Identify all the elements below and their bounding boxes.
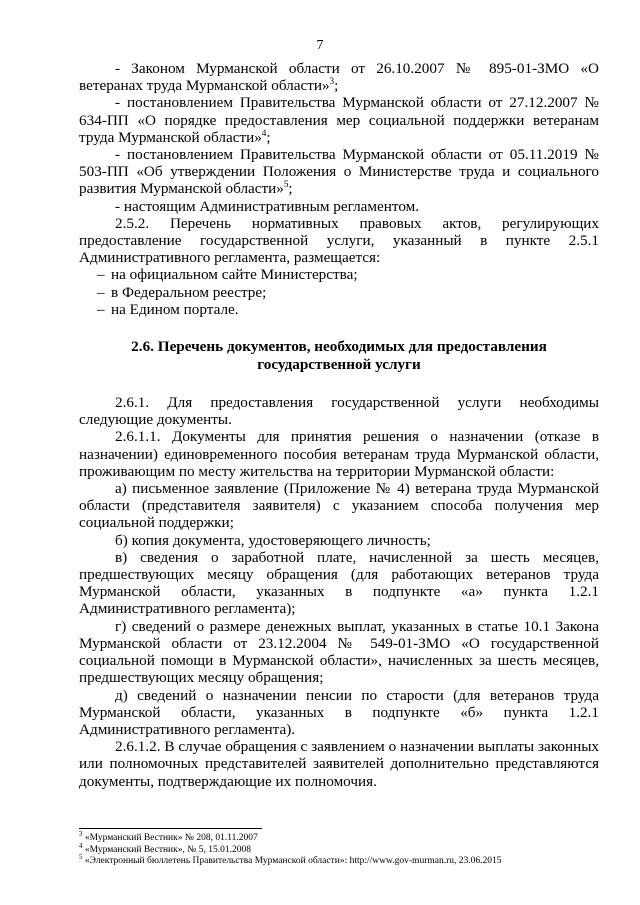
- section-heading-line: государственной услуги: [257, 356, 421, 374]
- paragraph-reglament: - настоящим Административным регламентом.: [115, 197, 420, 215]
- paragraph-tail: ;: [266, 128, 271, 146]
- paragraph-text: - постановлением Правительства Мурманской области от 27.12.2007 № 634-ПП «О порядке предоставления мер социальной поддержки ветеранам труда Мурманской области»: [79, 94, 599, 146]
- paragraph-decree-503: [79, 146, 599, 198]
- paragraph-item-v: в) сведения о заработной плате, начисленной за шесть месяцев, предшествующих месяцу обращения (для работающих ветеранов труда Мурманской области, указанных в подпункте «а» пункта 1.2.1 Административного регламента);: [79, 548, 599, 618]
- footnote-ref: 4: [261, 127, 267, 138]
- footnote-ref: 5: [283, 179, 289, 190]
- paragraph-text: - Законом Мурманской области от 26.10.2007 № 895-01-ЗМО «О ветеранах труда Мурманской области»: [79, 60, 599, 95]
- paragraph-item-a: а) письменное заявление (Приложение № 4) ветерана труда Мурманской области (представителя заявителя) с указанием способа получения мер социальной поддержки;: [79, 480, 599, 532]
- paragraph-item-g: г) сведений о размере денежных выплат, указанных в статье 10.1 Закона Мурманской области от 23.12.2004 № 549-01-ЗМО «О государственной социальной помощи в Мурманской области», начисленных за шесть месяцев, предшествующих месяцу обращения;: [79, 617, 599, 687]
- page-number: 7: [316, 38, 324, 53]
- document-body: [79, 60, 599, 790]
- footnote-number: 5: [79, 852, 83, 861]
- list-item: [79, 284, 599, 301]
- paragraph-2-5-2: 2.5.2. Перечень нормативных правовых актов, регулирующих предоставление государственной услуги, указанный в пункте 2.5.1 Административного регламента, размещается:: [79, 214, 599, 267]
- dash-marker: –: [97, 266, 105, 284]
- dash-marker: –: [97, 283, 105, 301]
- list-item-text: на Едином портале.: [111, 300, 239, 318]
- footnote: [79, 829, 619, 845]
- footnote: [79, 841, 619, 857]
- footnote: [79, 852, 619, 868]
- footnote-text: «Мурманский Вестник», № 5, 15.01.2008: [82, 844, 251, 855]
- paragraph-text: - постановлением Правительства Мурманской области от 05.11.2019 № 503-ПП «Об утверждении Положения о Министерстве труда и социального развития Мурманской области»: [79, 146, 599, 198]
- section-heading: [79, 338, 599, 374]
- footnotes: [79, 829, 619, 868]
- paragraph-decree-634: [79, 94, 599, 146]
- footnote-number: 4: [79, 841, 83, 850]
- footnote-ref: 3: [329, 76, 335, 87]
- paragraph-2-6-1: 2.6.1. Для предоставления государственной услуги необходимы следующие документы.: [79, 394, 599, 429]
- footnote-text: «Мурманский Вестник» № 208, 01.11.2007: [82, 833, 258, 843]
- list-item: [79, 301, 599, 318]
- paragraph-item-d: д) сведений о назначении пенсии по старости (для ветеранов труда Мурманской области, указанных в подпункте «б» пункта 1.2.1 Административного регламента).: [79, 686, 599, 738]
- paragraph-tail: ;: [334, 77, 339, 95]
- paragraph-2-6-1-1: 2.6.1.1. Документы для принятия решения о назначении (отказе в назначении) единовременного пособия ветеранам труда Мурманской области, проживающим по месту жительства на территории Мурманской области:: [79, 428, 599, 480]
- list-item: [79, 266, 599, 283]
- paragraph-law-895: [79, 60, 599, 94]
- list-item-text: на официальном сайте Министерства;: [111, 266, 358, 284]
- section-heading-line: 2.6. Перечень документов, необходимых для предоставления: [131, 338, 547, 356]
- footnote-separator: [79, 828, 262, 829]
- footnote-number: 3: [79, 829, 83, 838]
- paragraph-tail: ;: [288, 180, 293, 198]
- footnote-text: «Электронный бюллетень Правительства Мурманской области»: http://www.gov-murman.ru, 23.06.2015: [82, 856, 502, 866]
- dash-marker: –: [97, 300, 105, 318]
- paragraph-2-6-1-2: 2.6.1.2. В случае обращения с заявлением о назначении выплаты законных или полномочных представителей заявителей дополнительно представляются документы, подтверждающие их полномочия.: [79, 738, 599, 790]
- paragraph-item-b: б) копия документа, удостоверяющего личность;: [115, 531, 431, 549]
- list-item-text: в Федеральном реестре;: [111, 283, 267, 301]
